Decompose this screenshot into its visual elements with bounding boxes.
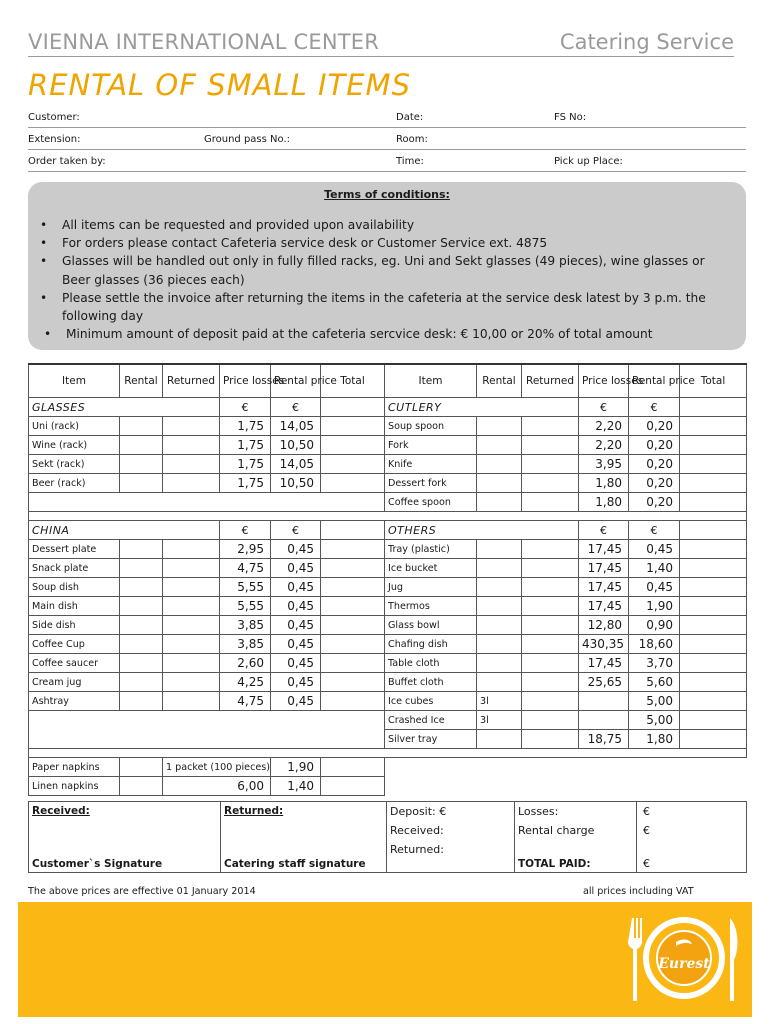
price-losses: 5,55 [220, 578, 271, 597]
header-rental: Rental [477, 364, 522, 398]
rental-price: 1,80 [629, 730, 680, 749]
rental-cell[interactable] [477, 730, 522, 749]
rental-price: 0,45 [629, 540, 680, 559]
header-returned: Returned [163, 364, 220, 398]
rental-price: 5,00 [629, 692, 680, 711]
total-paid-euro: € [643, 857, 650, 870]
losses-euro: € [643, 805, 650, 818]
price-losses: 1,80 [579, 474, 629, 493]
item-name: Snack plate [29, 559, 120, 578]
total-cell[interactable] [680, 474, 747, 493]
total-cell[interactable] [321, 597, 385, 616]
total-cell[interactable] [321, 398, 385, 417]
terms-list [36, 216, 726, 343]
returned-cell[interactable] [522, 540, 579, 559]
order-taken-label: Order taken by: [28, 156, 106, 167]
returned-cell[interactable] [163, 692, 220, 711]
price-losses: 430,35 [579, 635, 629, 654]
rental-price: 1,40 [271, 777, 321, 796]
rental-cell[interactable] [120, 597, 163, 616]
effective-date-note: The above prices are effective 01 January 2014 [28, 886, 256, 897]
empty-cell [29, 711, 385, 749]
returned-cell[interactable] [522, 635, 579, 654]
item-name: Glass bowl [385, 616, 477, 635]
rental-price: 0,45 [271, 597, 321, 616]
price-losses: 2,20 [579, 436, 629, 455]
header-item: Item [29, 364, 120, 398]
customer-label: Customer: [28, 112, 80, 123]
euro-symbol: € [629, 398, 680, 417]
terms-item: • Please settle the invoice after returning the items in the cafeteria at the service desk latest by 3 p.m. the following day [36, 289, 726, 325]
item-name: Ice bucket [385, 559, 477, 578]
terms-item: • Minimum amount of deposit paid at the cafeteria sercvice desk: € 10,00 or 20% of total amount [36, 325, 726, 343]
rental-cell[interactable] [477, 578, 522, 597]
returned-cell[interactable] [522, 711, 579, 730]
table-row [29, 436, 747, 455]
header-rental: Rental [120, 364, 163, 398]
rental-price: 10,50 [271, 474, 321, 493]
rental-price: 1,90 [629, 597, 680, 616]
rental-cell[interactable]: 3l [477, 711, 522, 730]
total-cell[interactable] [680, 616, 747, 635]
total-cell[interactable] [680, 730, 747, 749]
table-row [29, 635, 747, 654]
item-name: Coffee saucer [29, 654, 120, 673]
item-name: Jug [385, 578, 477, 597]
total-paid-label: TOTAL PAID: [518, 858, 591, 870]
header-returned: Returned [522, 364, 579, 398]
rental-price: 0,45 [271, 616, 321, 635]
rental-price: 1,40 [629, 559, 680, 578]
price-losses: 2,95 [220, 540, 271, 559]
spacer-row [29, 749, 747, 758]
packet-size: 1 packet (100 pieces) [163, 758, 271, 777]
total-cell[interactable] [680, 398, 747, 417]
returned-cell[interactable] [522, 417, 579, 436]
extension-label: Extension: [28, 134, 81, 145]
item-name: Ice cubes [385, 692, 477, 711]
table-row [29, 512, 747, 521]
table-row [29, 474, 747, 493]
returned-cell[interactable] [522, 455, 579, 474]
price-losses: 25,65 [579, 673, 629, 692]
rental-cell[interactable] [477, 417, 522, 436]
returned-cell[interactable] [163, 540, 220, 559]
returned-cell[interactable] [522, 436, 579, 455]
rental-cell[interactable] [120, 692, 163, 711]
rental-cell[interactable] [120, 616, 163, 635]
price-losses: 2,60 [220, 654, 271, 673]
euro-symbol: € [579, 521, 629, 540]
total-cell[interactable] [321, 692, 385, 711]
item-name: Wine (rack) [29, 436, 120, 455]
rental-cell[interactable] [477, 436, 522, 455]
total-cell[interactable] [680, 417, 747, 436]
knife-icon [730, 918, 737, 1001]
ground-pass-label: Ground pass No.: [204, 134, 291, 145]
rental-cell[interactable] [120, 578, 163, 597]
item-name: Ashtray [29, 692, 120, 711]
rental-price: 5,00 [629, 711, 680, 730]
item-name: Dessert fork [385, 474, 477, 493]
terms-item: • For orders please contact Cafeteria service desk or Customer Service ext. 4875 [36, 234, 726, 252]
rental-price: 0,20 [629, 455, 680, 474]
customer-signature-label: Customer`s Signature [32, 858, 163, 870]
euro-symbol: € [220, 521, 271, 540]
table-row [29, 711, 747, 730]
rental-cell[interactable] [477, 673, 522, 692]
rental-cell[interactable] [120, 474, 163, 493]
terms-box [28, 182, 746, 350]
euro-symbol: € [271, 398, 321, 417]
table-row [29, 455, 747, 474]
rental-price: 0,20 [629, 474, 680, 493]
rental-cell[interactable] [120, 455, 163, 474]
item-name: Beer (rack) [29, 474, 120, 493]
item-name: Silver tray [385, 730, 477, 749]
table-row [29, 654, 747, 673]
others-section-title: OTHERS [385, 521, 579, 540]
rental-price: 0,45 [271, 540, 321, 559]
fs-no-label: FS No: [554, 112, 587, 123]
deposit-received-label: Received: [390, 824, 444, 837]
price-losses [579, 692, 629, 711]
item-name: Coffee Cup [29, 635, 120, 654]
item-name: Side dish [29, 616, 120, 635]
rental-cell[interactable] [477, 559, 522, 578]
returned-cell[interactable] [522, 559, 579, 578]
charges-labels-cell [515, 802, 637, 873]
price-losses: 2,20 [579, 417, 629, 436]
header-total: Total [321, 364, 385, 398]
rental-cell[interactable] [477, 493, 522, 512]
rental-items-table [28, 363, 747, 796]
item-name: Table cloth [385, 654, 477, 673]
price-losses: 17,45 [579, 597, 629, 616]
rental-cell[interactable] [120, 758, 163, 777]
item-name: Dessert plate [29, 540, 120, 559]
vat-note: all prices including VAT [583, 886, 694, 897]
total-cell[interactable] [321, 417, 385, 436]
rental-cell[interactable] [477, 455, 522, 474]
euro-symbol: € [579, 398, 629, 417]
header-price-losses: Price losses [579, 364, 629, 398]
item-name: Thermos [385, 597, 477, 616]
table-row [29, 521, 747, 540]
rental-price: 0,45 [271, 673, 321, 692]
service-name: Catering Service [559, 30, 734, 54]
returned-cell[interactable] [522, 730, 579, 749]
price-losses: 3,95 [579, 455, 629, 474]
price-losses: 3,85 [220, 616, 271, 635]
total-cell[interactable] [680, 711, 747, 730]
returned-cell[interactable] [522, 474, 579, 493]
returned-cell[interactable] [163, 436, 220, 455]
returned-cell[interactable] [522, 616, 579, 635]
returned-cell[interactable] [163, 673, 220, 692]
glasses-section-title: GLASSES [29, 398, 220, 417]
total-cell[interactable] [680, 521, 747, 540]
rental-price: 0,20 [629, 436, 680, 455]
item-name: Coffee spoon [385, 493, 477, 512]
table-row [29, 673, 747, 692]
rental-price: 14,05 [271, 455, 321, 474]
returned-cell[interactable] [522, 578, 579, 597]
rental-cell[interactable] [477, 654, 522, 673]
table-row [29, 692, 747, 711]
price-losses: 1,75 [220, 474, 271, 493]
cutlery-section-title: CUTLERY [385, 398, 579, 417]
table-row [29, 417, 747, 436]
item-name: Sekt (rack) [29, 455, 120, 474]
empty-cell [29, 493, 385, 512]
header-item: Item [385, 364, 477, 398]
total-cell[interactable] [680, 455, 747, 474]
price-losses: 17,45 [579, 559, 629, 578]
item-name: Crashed Ice [385, 711, 477, 730]
rental-cell[interactable] [120, 436, 163, 455]
customer-info-row [28, 128, 746, 150]
euro-symbol: € [271, 521, 321, 540]
total-cell[interactable] [680, 654, 747, 673]
price-losses: 1,75 [220, 455, 271, 474]
total-cell[interactable] [321, 616, 385, 635]
rental-price: 14,05 [271, 417, 321, 436]
customer-info-row [28, 106, 746, 128]
returned-cell[interactable] [163, 654, 220, 673]
returned-cell[interactable] [522, 493, 579, 512]
rental-price: 5,60 [629, 673, 680, 692]
logo-text: Eurest [658, 956, 710, 972]
total-cell[interactable] [680, 540, 747, 559]
table-row [29, 559, 747, 578]
rental-price: 1,90 [271, 758, 321, 777]
losses-label: Losses: [518, 805, 559, 818]
header-total: Total [680, 364, 747, 398]
item-name: Paper napkins [29, 758, 120, 777]
returned-cell [221, 802, 387, 873]
returned-cell[interactable] [163, 417, 220, 436]
returned-cell[interactable] [522, 654, 579, 673]
table-row [29, 493, 747, 512]
rental-price: 0,20 [629, 493, 680, 512]
rental-cell[interactable] [477, 597, 522, 616]
total-cell[interactable] [321, 758, 385, 777]
returned-cell[interactable] [522, 692, 579, 711]
rental-price: 0,45 [271, 654, 321, 673]
total-cell[interactable] [321, 654, 385, 673]
organization-name: VIENNA INTERNATIONAL CENTER [28, 30, 380, 54]
rental-cell[interactable] [120, 777, 163, 796]
total-cell[interactable] [680, 493, 747, 512]
returned-cell[interactable] [163, 559, 220, 578]
price-losses: 4,75 [220, 692, 271, 711]
customer-info [28, 106, 746, 172]
item-name: Linen napkins [29, 777, 120, 796]
spacer-row [29, 512, 747, 521]
empty-cell [385, 758, 747, 796]
rental-cell[interactable] [120, 635, 163, 654]
returned-label: Returned: [224, 805, 284, 817]
total-cell[interactable] [680, 559, 747, 578]
received-label: Received: [32, 805, 90, 817]
total-cell[interactable] [321, 559, 385, 578]
rental-cell[interactable] [120, 559, 163, 578]
deposit-label: Deposit: € [390, 805, 447, 818]
table-row [29, 398, 747, 417]
total-cell[interactable] [321, 436, 385, 455]
rental-cell[interactable] [477, 616, 522, 635]
euro-symbol: € [629, 521, 680, 540]
item-name: Soup spoon [385, 417, 477, 436]
deposit-cell [387, 802, 515, 873]
pick-up-label: Pick up Place: [554, 156, 623, 167]
deposit-returned-label: Returned: [390, 843, 444, 856]
total-cell[interactable] [680, 597, 747, 616]
price-losses: 1,75 [220, 417, 271, 436]
price-losses: 5,55 [220, 597, 271, 616]
returned-cell[interactable] [522, 597, 579, 616]
rental-cell[interactable] [120, 540, 163, 559]
price-losses: 17,45 [579, 540, 629, 559]
item-name: Soup dish [29, 578, 120, 597]
item-name: Buffet cloth [385, 673, 477, 692]
price-losses: 4,75 [220, 559, 271, 578]
total-cell[interactable] [321, 474, 385, 493]
price-losses [579, 711, 629, 730]
total-cell[interactable] [321, 578, 385, 597]
rental-price: 3,70 [629, 654, 680, 673]
item-name: Knife [385, 455, 477, 474]
terms-item: • All items can be requested and provided upon availability [36, 216, 726, 234]
table-row [29, 597, 747, 616]
china-section-title: CHINA [29, 521, 220, 540]
rental-charge-label: Rental charge [518, 824, 595, 837]
rental-charge-euro: € [643, 824, 650, 837]
rental-cell[interactable]: 3l [477, 692, 522, 711]
price-losses: 6,00 [163, 777, 271, 796]
returned-cell[interactable] [163, 616, 220, 635]
item-name: Tray (plastic) [385, 540, 477, 559]
total-cell[interactable] [321, 540, 385, 559]
rental-cell[interactable] [477, 635, 522, 654]
price-losses: 1,75 [220, 436, 271, 455]
price-losses: 3,85 [220, 635, 271, 654]
rental-cell[interactable] [120, 654, 163, 673]
rental-cell[interactable] [120, 673, 163, 692]
rental-price: 0,90 [629, 616, 680, 635]
rental-price: 0,45 [271, 692, 321, 711]
rental-price: 0,45 [271, 578, 321, 597]
total-cell[interactable] [321, 635, 385, 654]
total-cell[interactable] [680, 578, 747, 597]
price-losses: 18,75 [579, 730, 629, 749]
terms-item: • Glasses will be handled out only in fully filled racks, eg. Uni and Sekt glasses (49 pieces), wine glasses or Beer glasses (36 pieces each) [36, 252, 726, 288]
total-cell[interactable] [680, 673, 747, 692]
rental-price: 0,45 [271, 635, 321, 654]
rental-price: 0,45 [629, 578, 680, 597]
rental-price: 18,60 [629, 635, 680, 654]
table-row [29, 578, 747, 597]
total-cell[interactable] [321, 673, 385, 692]
payment-summary [28, 801, 747, 873]
terms-title: Terms of conditions: [324, 188, 450, 201]
total-cell[interactable] [680, 436, 747, 455]
table-row [29, 616, 747, 635]
header-price-losses: Price losses [220, 364, 271, 398]
eurest-logo [618, 906, 754, 1016]
returned-cell[interactable] [163, 635, 220, 654]
returned-cell[interactable] [163, 578, 220, 597]
rental-cell[interactable] [120, 417, 163, 436]
table-row [29, 540, 747, 559]
total-cell[interactable] [680, 692, 747, 711]
fork-icon [628, 918, 642, 1001]
euro-symbol: € [220, 398, 271, 417]
staff-signature-label: Catering staff signature [224, 858, 366, 870]
returned-cell[interactable] [163, 474, 220, 493]
page-title: RENTAL OF SMALL ITEMS [28, 68, 411, 102]
customer-info-row [28, 150, 746, 172]
table-row [29, 364, 747, 398]
returned-cell[interactable] [163, 455, 220, 474]
item-name: Fork [385, 436, 477, 455]
rental-price: 0,20 [629, 417, 680, 436]
header-rental-price: Rental price [629, 364, 680, 398]
date-label: Date: [396, 112, 424, 123]
price-losses: 4,25 [220, 673, 271, 692]
header-divider [28, 56, 734, 57]
total-cell[interactable] [321, 521, 385, 540]
room-label: Room: [396, 134, 428, 145]
time-label: Time: [396, 156, 424, 167]
item-name: Main dish [29, 597, 120, 616]
charges-values-cell [637, 802, 747, 873]
total-cell[interactable] [321, 777, 385, 796]
item-name: Uni (rack) [29, 417, 120, 436]
item-name: Chafing dish [385, 635, 477, 654]
rental-price: 0,45 [271, 559, 321, 578]
total-cell[interactable] [321, 455, 385, 474]
received-cell [29, 802, 221, 873]
rental-cell[interactable] [477, 540, 522, 559]
price-losses: 17,45 [579, 578, 629, 597]
returned-cell[interactable] [163, 597, 220, 616]
rental-price: 10,50 [271, 436, 321, 455]
price-losses: 12,80 [579, 616, 629, 635]
table-row [29, 758, 747, 777]
total-cell[interactable] [680, 635, 747, 654]
header-rental-price: Rental price [271, 364, 321, 398]
item-name: Cream jug [29, 673, 120, 692]
price-losses: 17,45 [579, 654, 629, 673]
returned-cell[interactable] [522, 673, 579, 692]
price-losses: 1,80 [579, 493, 629, 512]
rental-cell[interactable] [477, 474, 522, 493]
table-row [29, 749, 747, 758]
